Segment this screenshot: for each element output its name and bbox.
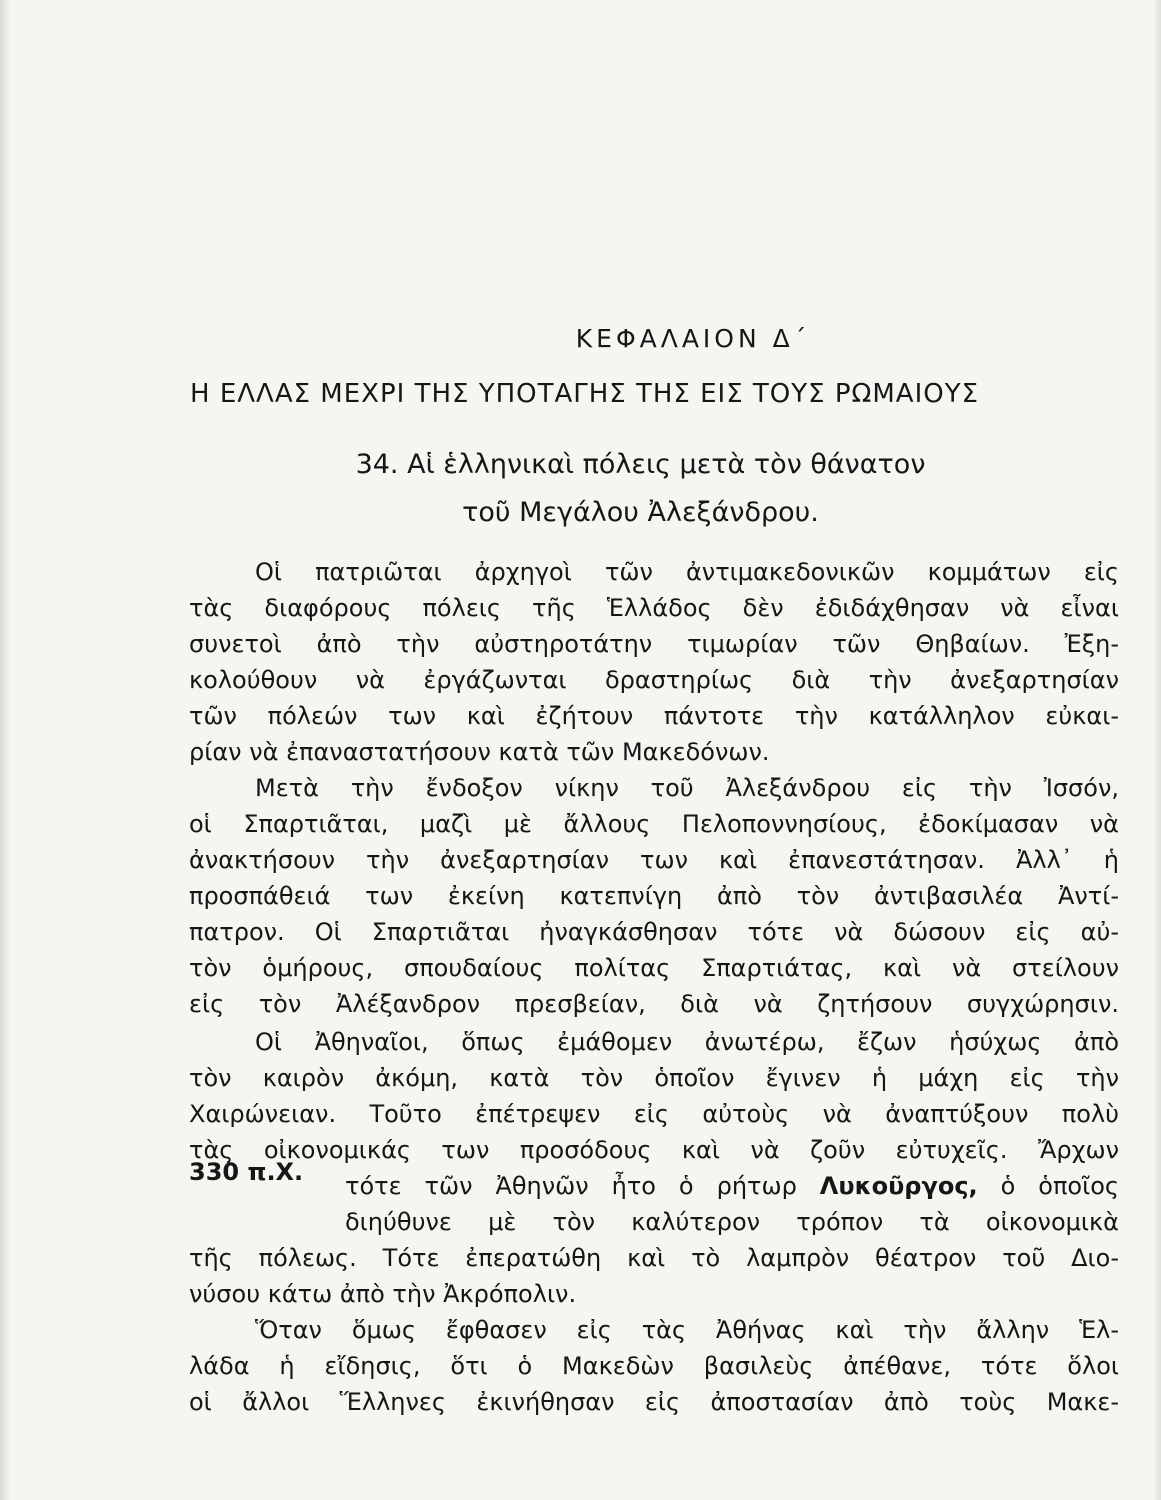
paragraph-line: Οἱ πατριῶται ἀρχηγοὶ τῶν ἀντιμακεδονικῶν κομμάτων εἰς [255,558,1119,586]
page-edge-shadow-right [1153,0,1161,1500]
paragraph-line: εἰς τὸν Ἀλέξανδρον πρεσβείαν, διὰ νὰ ζητήσουν συγχώρησιν. [189,990,1119,1018]
paragraph-line: συνετοὶ ἀπὸ τὴν αὐστηροτάτην τιμωρίαν τῶν Θηβαίων. Ἐξη- [189,630,1119,658]
paragraph-line: τὰς διαφόρους πόλεις τῆς Ἑλλάδος δὲν ἐδιδάχθησαν νὰ εἶναι [189,594,1119,622]
paragraph-line: κολούθουν νὰ ἐργάζωνται δραστηρίως διὰ τὴν ἀνεξαρτησίαν [189,666,1119,694]
paragraph-line [345,1168,1119,1204]
paragraph-line: ἀνακτήσουν τὴν ἀνεξαρτησίαν των καὶ ἐπανεστάτησαν. Ἀλλ᾽ ἡ [189,846,1119,874]
line-text: τότε τῶν Ἀθηνῶν ἦτο ὁ ρήτωρ [345,1172,820,1200]
paragraph-line: πατρον. Οἱ Σπαρτιᾶται ἠναγκάσθησαν τότε νὰ δώσουν εἰς αὐ- [189,918,1119,946]
chapter-label: ΚΕΦΑΛΑΙΟΝ Δ΄ [575,324,811,353]
paragraph-line: προσπάθειά των ἐκείνη κατεπνίγη ἀπὸ τὸν ἀντιβασιλέα Ἀντί- [189,882,1119,910]
chapter-title: Η ΕΛΛΑΣ ΜΕΧΡΙ ΤΗΣ ΥΠΟΤΑΓΗΣ ΤΗΣ ΕΙΣ ΤΟΥΣ ΡΩΜΑΙΟΥΣ [190,379,980,409]
line-text: ὁ ὁποῖος [977,1172,1119,1200]
bold-name-lykourgos: Λυκοῦργος, [819,1172,978,1200]
paragraph-line: τῆς πόλεως. Τότε ἐπερατώθη καὶ τὸ λαμπρὸν θέατρον τοῦ Διο- [189,1244,1119,1272]
paragraph-line: Χαιρώνειαν. Τοῦτο ἐπέτρεψεν εἰς αὐτοὺς νὰ ἀναπτύξουν πολὺ [189,1100,1119,1128]
paragraph-line: οἱ ἄλλοι Ἕλληνες ἐκινήθησαν εἰς ἀποστασίαν ἀπὸ τοὺς Μακε- [189,1388,1119,1416]
paragraph-line: νύσου κάτω ἀπὸ τὴν Ἀκρόπολιν. [189,1280,577,1308]
paragraph-line: τὸν ὁμήρους, σπουδαίους πολίτας Σπαρτιάτας, καὶ νὰ στείλουν [189,954,1119,982]
paragraph-line: λάδα ἡ εἴδησις, ὅτι ὁ Μακεδὼν βασιλεὺς ἀπέθανε, τότε ὅλοι [189,1352,1119,1380]
margin-date-note: 330 π.Χ. [189,1158,304,1186]
paragraph-line: διηύθυνε μὲ τὸν καλύτερον τρόπον τὰ οἰκονομικὰ [345,1208,1119,1236]
section-title-line-1: 34. Αἱ ἑλληνικαὶ πόλεις μετὰ τὸν θάνατον [355,449,926,480]
paragraph-line: ρίαν νὰ ἐπαναστατήσουν κατὰ τῶν Μακεδόνων. [189,738,770,766]
paragraph-line: Οἱ Ἀθηναῖοι, ὅπως ἐμάθομεν ἀνωτέρω, ἔζων ἡσύχως ἀπὸ [255,1028,1119,1056]
paragraph-line: οἱ Σπαρτιᾶται, μαζὶ μὲ ἄλλους Πελοποννησίους, ἐδοκίμασαν νὰ [189,810,1119,838]
paragraph-line: Μετὰ τὴν ἔνδοξον νίκην τοῦ Ἀλεξάνδρου εἰς τὴν Ἰσσόν, [255,774,1119,802]
section-title-line-2: τοῦ Μεγάλου Ἀλεξάνδρου. [462,497,819,528]
paragraph-line: Ὅταν ὅμως ἔφθασεν εἰς τὰς Ἀθήνας καὶ τὴν ἄλλην Ἑλ- [255,1316,1119,1344]
page-edge-shadow-left [0,0,10,1500]
paragraph-line: τῶν πόλεών των καὶ ἐζήτουν πάντοτε τὴν κατάλληλον εὐκαι- [189,702,1119,730]
paragraph-line: τὸν καιρὸν ἀκόμη, κατὰ τὸν ὁποῖον ἔγινεν ἡ μάχη εἰς τὴν [189,1064,1119,1092]
paragraph-line: τὰς οἰκονομικάς των προσόδους καὶ νὰ ζοῦν εὐτυχεῖς. Ἄρχων [189,1136,1119,1164]
